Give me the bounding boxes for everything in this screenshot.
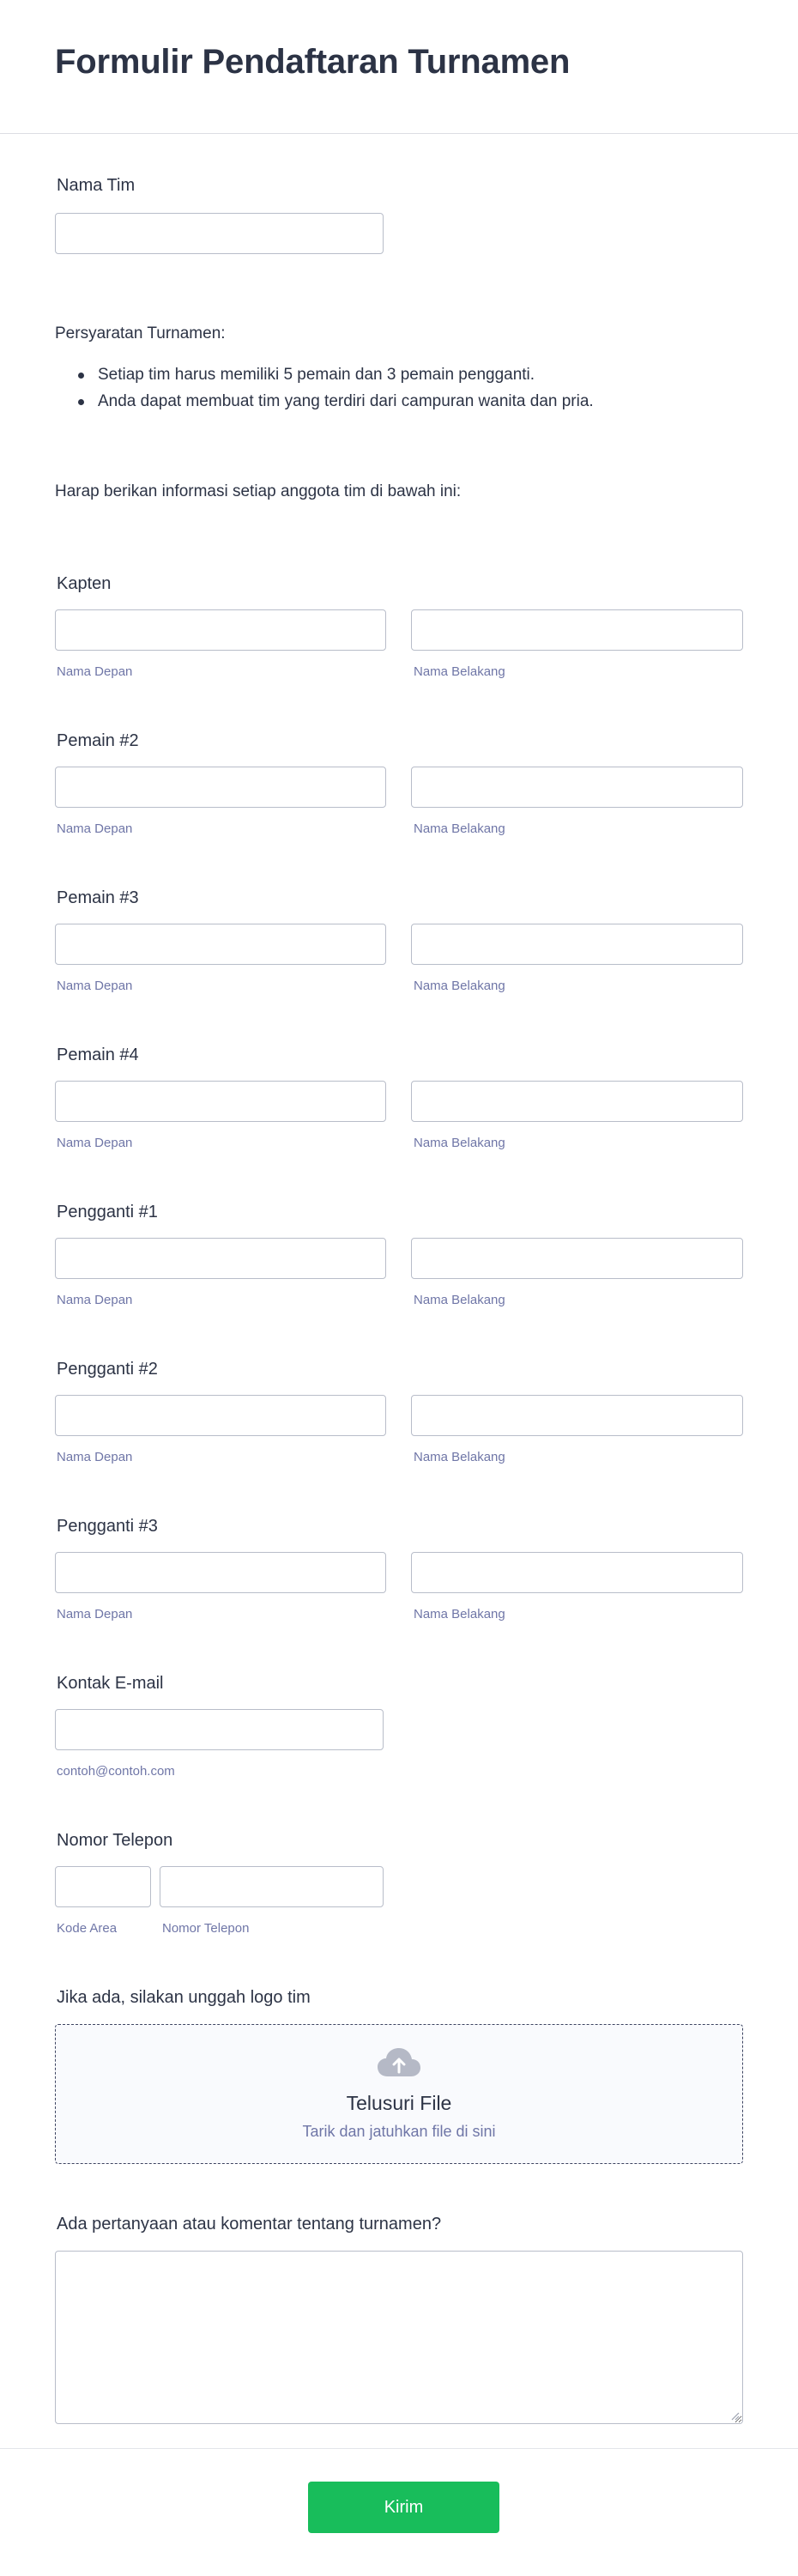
email-sublabel: contoh@contoh.com: [57, 1764, 175, 1779]
drag-drop-hint: Tarik dan jatuhkan file di sini: [302, 2123, 496, 2140]
last-name-input[interactable]: [411, 1238, 743, 1279]
first-name-input[interactable]: [55, 1238, 386, 1279]
team-name-input[interactable]: [55, 213, 384, 254]
last-name-sublabel: Nama Belakang: [414, 1450, 505, 1464]
cloud-upload-icon: [376, 2046, 422, 2080]
member-label: Pemain #2: [57, 731, 139, 750]
phone-label: Nomor Telepon: [57, 1831, 173, 1850]
member-label: Pemain #4: [57, 1046, 139, 1064]
first-name-sublabel: Nama Depan: [57, 1607, 133, 1621]
submit-button[interactable]: Kirim: [308, 2482, 499, 2533]
last-name-sublabel: Nama Belakang: [414, 664, 505, 679]
requirement-item: Setiap tim harus memiliki 5 pemain dan 3 pemain pengganti.: [55, 364, 776, 391]
first-name-sublabel: Nama Depan: [57, 1293, 133, 1307]
member-label: Kapten: [57, 574, 112, 593]
form-header: [0, 0, 798, 134]
phone-number-sublabel: Nomor Telepon: [162, 1921, 250, 1936]
area-code-input[interactable]: [55, 1866, 151, 1907]
last-name-sublabel: Nama Belakang: [414, 1136, 505, 1150]
last-name-input[interactable]: [411, 767, 743, 808]
first-name-sublabel: Nama Depan: [57, 1450, 133, 1464]
last-name-input[interactable]: [411, 924, 743, 965]
last-name-sublabel: Nama Belakang: [414, 1607, 505, 1621]
requirement-item: Anda dapat membuat tim yang terdiri dari campuran wanita dan pria.: [55, 391, 776, 417]
area-code-sublabel: Kode Area: [57, 1921, 118, 1936]
email-label: Kontak E-mail: [57, 1674, 164, 1693]
member-label: Pengganti #1: [57, 1203, 158, 1221]
last-name-sublabel: Nama Belakang: [414, 821, 505, 836]
team-name-label: Nama Tim: [57, 176, 136, 195]
last-name-input[interactable]: [411, 1552, 743, 1593]
file-upload-dropzone[interactable]: [55, 2024, 743, 2164]
last-name-input[interactable]: [411, 1395, 743, 1436]
last-name-sublabel: Nama Belakang: [414, 1293, 505, 1307]
browse-files-title: Telusuri File: [346, 2092, 452, 2114]
members-intro: Harap berikan informasi setiap anggota tim di bawah ini:: [55, 482, 462, 500]
last-name-input[interactable]: [411, 609, 743, 651]
first-name-input[interactable]: [55, 609, 386, 651]
first-name-input[interactable]: [55, 1552, 386, 1593]
form-title: Formulir Pendaftaran Turnamen: [55, 43, 571, 81]
first-name-input[interactable]: [55, 924, 386, 965]
member-label: Pengganti #2: [57, 1360, 158, 1379]
first-name-sublabel: Nama Depan: [57, 664, 133, 679]
first-name-sublabel: Nama Depan: [57, 1136, 133, 1150]
first-name-input[interactable]: [55, 1395, 386, 1436]
first-name-input[interactable]: [55, 767, 386, 808]
requirements-heading: Persyaratan Turnamen:: [55, 324, 226, 342]
last-name-sublabel: Nama Belakang: [414, 979, 505, 993]
form-footer: [0, 2448, 798, 2576]
requirements-list: [55, 364, 776, 417]
comments-textarea[interactable]: [55, 2251, 743, 2424]
email-input[interactable]: [55, 1709, 384, 1750]
member-label: Pengganti #3: [57, 1517, 158, 1536]
last-name-input[interactable]: [411, 1081, 743, 1122]
first-name-input[interactable]: [55, 1081, 386, 1122]
phone-number-input[interactable]: [160, 1866, 384, 1907]
upload-label: Jika ada, silakan unggah logo tim: [57, 1988, 311, 2007]
comments-label: Ada pertanyaan atau komentar tentang turnamen?: [57, 2215, 442, 2234]
first-name-sublabel: Nama Depan: [57, 821, 133, 836]
first-name-sublabel: Nama Depan: [57, 979, 133, 993]
member-label: Pemain #3: [57, 888, 139, 907]
resize-grip-icon[interactable]: [729, 2410, 740, 2421]
